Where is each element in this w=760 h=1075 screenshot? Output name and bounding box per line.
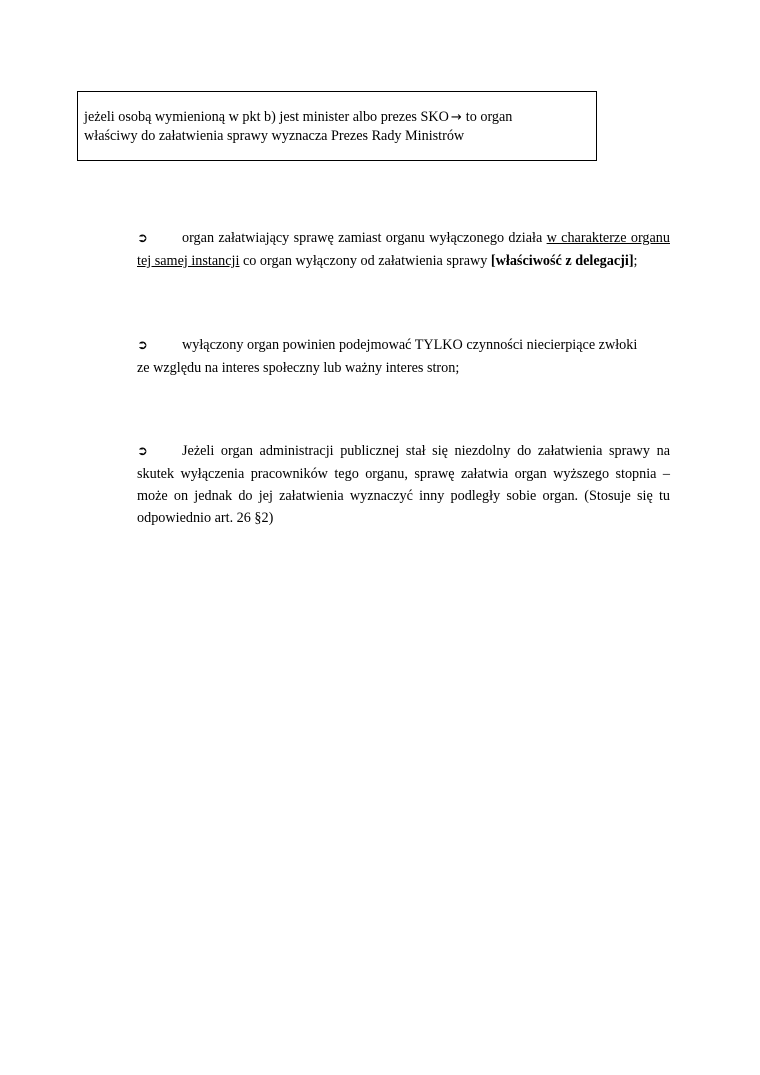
note-line-1: [84, 108, 588, 127]
bullet-arrow-icon: ➲: [137, 231, 148, 246]
arrow-right-icon: →: [450, 110, 462, 125]
p2-line-1-wrap: [137, 334, 670, 357]
p3-text: Jeżeli organ administracji publicznej stał się niezdolny do załatwienia sprawy na skutek wyłączenia pracowników tego organu, sprawę załatwia organ wyższego stopnia – może on jednak do jej załatwienia wyznaczyć inny podległy sobie organ. (Stosuje się tu odpowiednio art. 26 §2): [137, 443, 670, 526]
note-text-1: jeżeli osobą wymienioną w pkt b) jest minister albo prezes SKO: [84, 109, 449, 125]
paragraph-excluded-organ: [137, 334, 670, 379]
p1-text-1: organ załatwiający sprawę zamiast organu wyłączonego działa: [182, 230, 547, 246]
note-line-2: właściwy do załatwienia sprawy wyznacza Prezes Rady Ministrów: [84, 128, 465, 144]
bullet-arrow-icon: ➲: [137, 338, 148, 353]
note-text-2: to organ: [465, 109, 513, 125]
paragraph-delegation: [137, 227, 670, 272]
p1-text-3: ;: [633, 253, 638, 269]
bullet-arrow-icon: ➲: [137, 444, 148, 459]
p2-line-1: wyłączony organ powinien podejmować TYLKO czynności niecierpiące zwłoki: [182, 337, 638, 353]
note-box: [77, 91, 597, 161]
p2-line-2: ze względu na interes społeczny lub ważny interes stron;: [137, 360, 460, 376]
p1-bold-text: [właściwość z delegacji]: [490, 253, 634, 269]
p1-underlined-text: w charakterze organu tej samej instancji: [137, 230, 670, 269]
p1-text-2: co organ wyłączony od załatwienia sprawy: [239, 253, 491, 269]
paragraph-incapable-organ: [137, 440, 670, 529]
